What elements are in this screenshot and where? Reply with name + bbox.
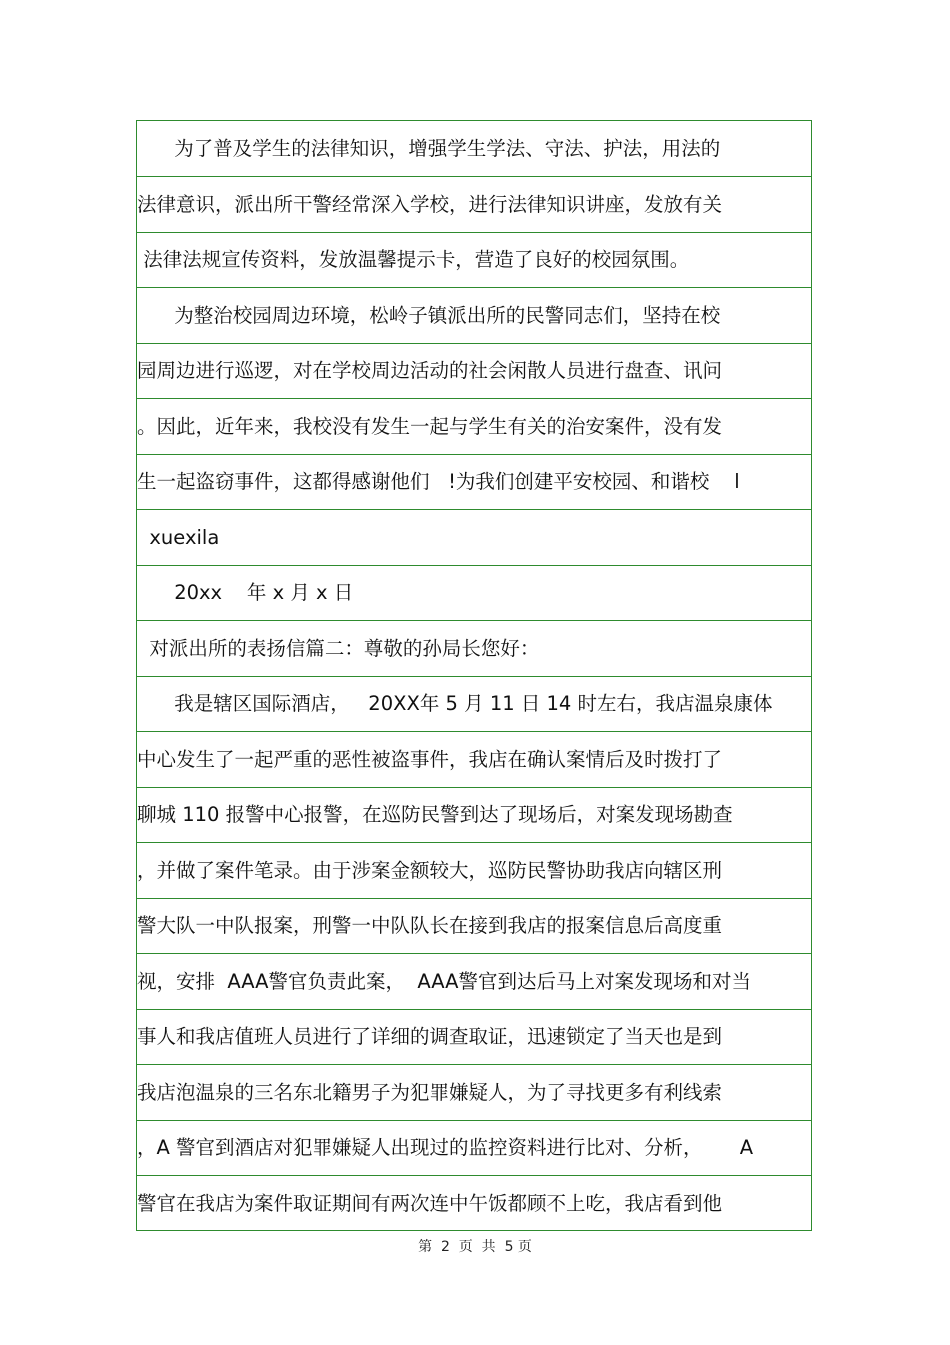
text-line-5: 园周边进行巡逻，对在学校周边活动的社会闲散人员进行盘查、讯问 bbox=[137, 343, 811, 399]
text-line-3: 法律法规宣传资料，发放温馨提示卡，营造了良好的校园氛围。 bbox=[137, 232, 811, 288]
text-line-14: ，并做了案件笔录。由于涉案金额较大，巡防民警协助我店向辖区刑 bbox=[137, 843, 811, 899]
text-line-2: 法律意识，派出所干警经常深入学校，进行法律知识讲座，发放有关 bbox=[137, 177, 811, 233]
text-line-8: xuexila bbox=[137, 510, 811, 566]
text-line-17: 事人和我店值班人员进行了详细的调查取证，迅速锁定了当天也是到 bbox=[137, 1009, 811, 1065]
text-line-12: 中心发生了一起严重的恶性被盗事件，我店在确认案情后及时拨打了 bbox=[137, 732, 811, 788]
text-line-11: 我是辖区国际酒店， 20XX年 5 月 11 日 14 时左右，我店温泉康体 bbox=[137, 676, 811, 732]
text-line-15: 警大队一中队报案，刑警一中队队长在接到我店的报案信息后高度重 bbox=[137, 898, 811, 954]
text-line-9: 20xx 年 x 月 x 日 bbox=[137, 565, 811, 621]
text-line-7: 生一起盗窃事件，这都得感谢他们 !为我们创建平安校园、和谐校 l bbox=[137, 454, 811, 510]
page-number: 第 2 页 共 5 页 bbox=[418, 1239, 532, 1255]
text-line-1: 为了普及学生的法律知识，增强学生学法、守法、护法，用法的 bbox=[137, 121, 811, 177]
text-line-13: 聊城 110 报警中心报警，在巡防民警到达了现场后，对案发现场勘查 bbox=[137, 787, 811, 843]
text-line-16: 视，安排 AAA警官负责此案， AAA警官到达后马上对案发现场和对当 bbox=[137, 954, 811, 1010]
text-line-10: 对派出所的表扬信篇二：尊敬的孙局长您好： bbox=[137, 621, 811, 677]
text-line-6: 。因此，近年来，我校没有发生一起与学生有关的治安案件，没有发 bbox=[137, 399, 811, 455]
text-line-18: 我店泡温泉的三名东北籍男子为犯罪嫌疑人，为了寻找更多有利线索 bbox=[137, 1065, 811, 1121]
text-line-20: 警官在我店为案件取证期间有两次连中午饭都顾不上吃，我店看到他 bbox=[137, 1192, 723, 1215]
text-line-19: ，A 警官到酒店对犯罪嫌疑人出现过的监控资料进行比对、分析， A bbox=[137, 1120, 811, 1176]
text-line-4: 为整治校园周边环境，松岭子镇派出所的民警同志们，坚持在校 bbox=[137, 288, 811, 344]
document-body bbox=[136, 120, 812, 1231]
